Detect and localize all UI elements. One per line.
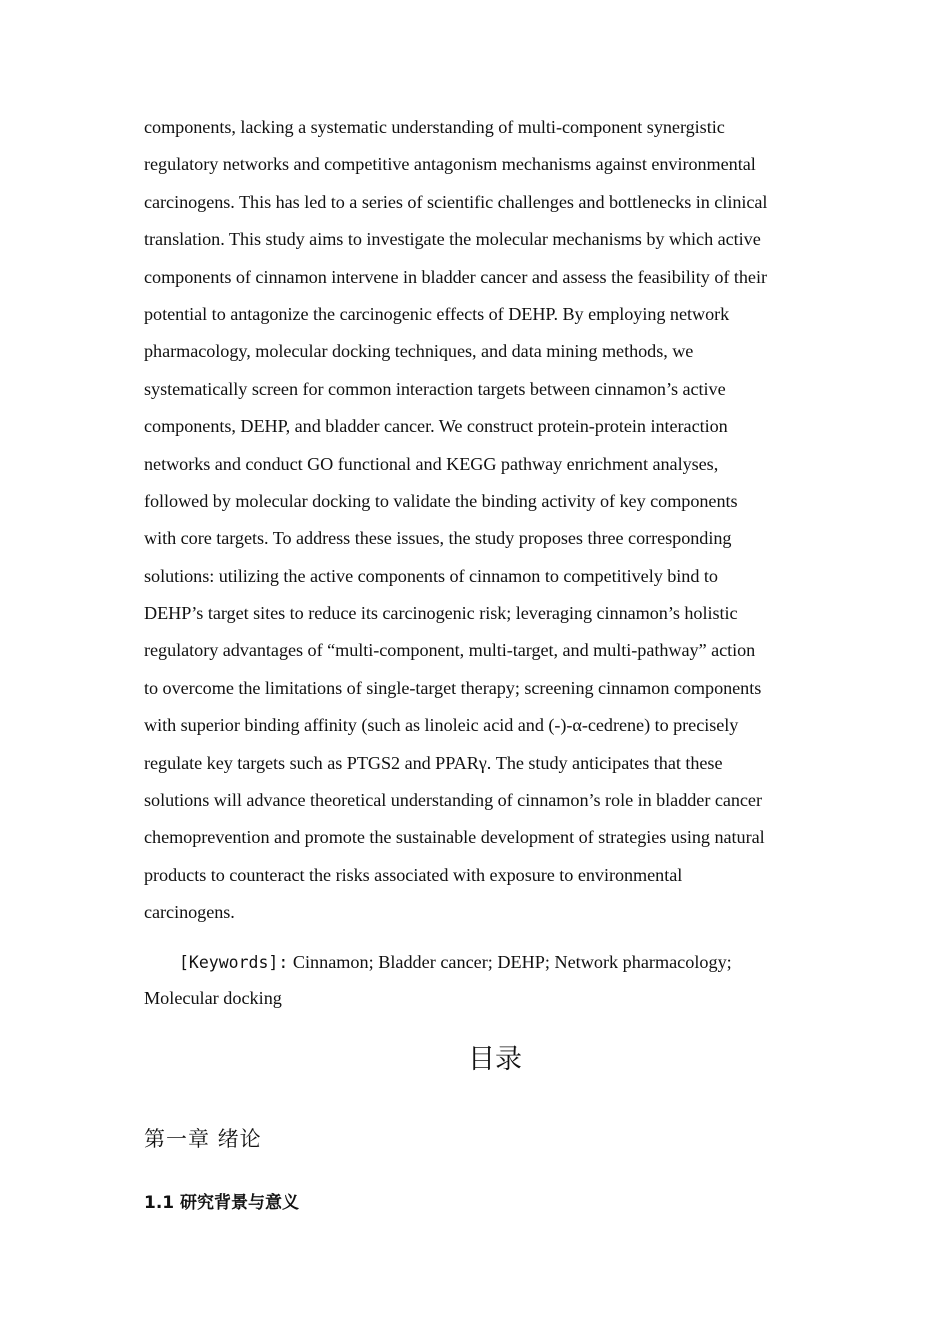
- abstract-line: networks and conduct GO functional and KEGG pathway enrichment analyses,: [144, 453, 719, 474]
- abstract-line: pharmacology, molecular docking techniques, and data mining methods, we: [144, 341, 694, 362]
- abstract-line: components, lacking a systematic understanding of multi-component synergistic: [144, 117, 725, 137]
- abstract-line: regulatory advantages of “multi-component, multi-target, and multi-pathway” action: [144, 640, 756, 661]
- section-heading: 1.1 研究背景与意义: [144, 1193, 300, 1213]
- abstract-line: with core targets. To address these issues, the study proposes three corresponding: [144, 528, 732, 549]
- abstract-line: components of cinnamon intervene in bladder cancer and assess the feasibility of their: [144, 266, 767, 287]
- keywords-paragraph: [144, 944, 824, 1016]
- abstract-line: to overcome the limitations of single-target therapy; screening cinnamon components: [144, 677, 762, 698]
- abstract-line: carcinogens.: [144, 902, 235, 923]
- abstract-line: followed by molecular docking to validate the binding activity of key components: [144, 490, 738, 511]
- abstract-line: potential to antagonize the carcinogenic effects of DEHP. By employing network: [144, 303, 730, 324]
- abstract-line: components, DEHP, and bladder cancer. We construct protein-protein interaction: [144, 416, 728, 437]
- chapter-heading: 第一章 绪论: [144, 1127, 262, 1151]
- toc-title: 目录: [468, 1044, 522, 1075]
- keywords-list: Cinnamon; Bladder cancer; DEHP; Network pharmacology;: [288, 952, 732, 972]
- abstract-line: carcinogens. This has led to a series of scientific challenges and bottlenecks in clinical: [144, 191, 768, 212]
- abstract-line: DEHP’s target sites to reduce its carcinogenic risk; leveraging cinnamon’s holistic: [144, 603, 738, 624]
- abstract-body: [144, 109, 824, 932]
- keywords-first-line: [144, 944, 824, 980]
- abstract-line: regulate key targets such as PTGS2 and PPARγ. The study anticipates that these: [144, 752, 723, 773]
- abstract-line: with superior binding affinity (such as linoleic acid and (-)-α-cedrene) to precisely: [144, 715, 739, 736]
- abstract-line: products to counteract the risks associated with exposure to environmental: [144, 864, 683, 885]
- abstract-line: translation. This study aims to investigate the molecular mechanisms by which active: [144, 229, 761, 250]
- abstract-line: systematically screen for common interaction targets between cinnamon’s active: [144, 378, 726, 399]
- keywords-label: [Keywords]:: [179, 953, 289, 972]
- abstract-line: regulatory networks and competitive antagonism mechanisms against environmental: [144, 154, 756, 175]
- keywords-continuation: Molecular docking: [144, 988, 282, 1008]
- abstract-line: solutions will advance theoretical understanding of cinnamon’s role in bladder cancer: [144, 790, 762, 811]
- abstract-line: solutions: utilizing the active components of cinnamon to competitively bind to: [144, 565, 718, 586]
- abstract-line: chemoprevention and promote the sustainable development of strategies using natural: [144, 827, 765, 848]
